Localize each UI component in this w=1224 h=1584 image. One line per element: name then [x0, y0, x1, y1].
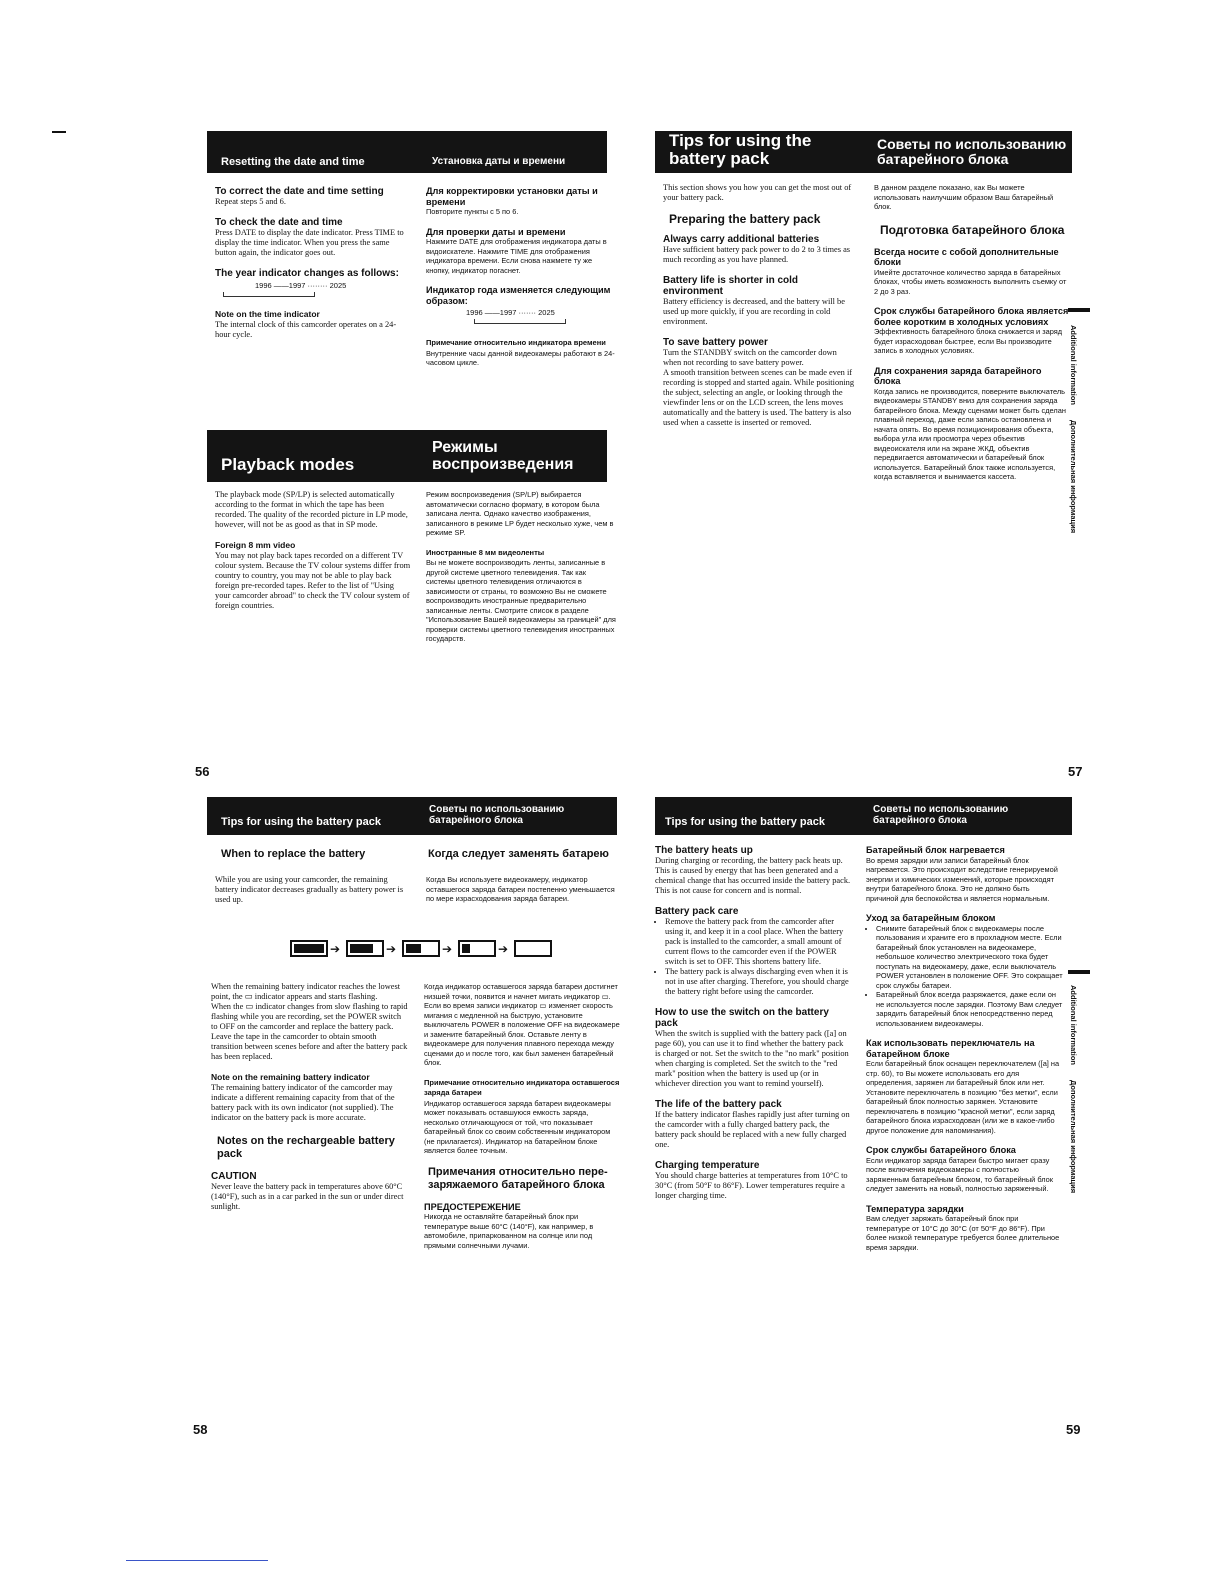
- heading: Уход за батарейным блоком: [866, 913, 996, 923]
- battery-fill: [406, 944, 421, 953]
- section-subtitle: Когда следует заменять батарею: [428, 848, 609, 860]
- note-text: Индикатор оставшегося заряда батареи видеокамеры может показывать оставшуюся емкость заряда, несколько отличающуюся от той, что показывает батарейный блок со своим собственным индикатором (не прилагается). Индикатор на батарейном блоке является более точным.: [424, 1098, 611, 1155]
- year-loop-line: [223, 292, 315, 297]
- heading: Иностранные 8 мм видеоленты: [426, 547, 545, 557]
- note-heading: Примечание относительно индикатора времени: [426, 338, 606, 347]
- p58-en-top: [215, 848, 411, 905]
- heading: Температура зарядки: [866, 1203, 964, 1214]
- p57-ru-column: [874, 183, 1069, 492]
- header-ru: Режимы воспроизведения: [432, 439, 574, 473]
- text: Turn the STANDBY switch on the camcorder down when not recording to save battery power. A smooth transition between scenes can be made even if recording is stopped and started again. While positioning the subject, selecting an angle, or looking through the viewfinder lens or on the LCD screen, the lens moves automatically and the battery is used. The battery is also used when a cassette is inserted or removed.: [663, 348, 855, 427]
- heading: Battery life is shorter in cold environment: [663, 275, 799, 297]
- p56-en-column-top: [215, 186, 411, 340]
- battery-indicator-sequence: [290, 937, 550, 961]
- side-tab-en: Additional information: [1069, 325, 1078, 405]
- arrow-right-icon: ➔: [386, 942, 397, 956]
- text: You should charge batteries at temperatures from 10°C to 30°C (from 50°F to 86°F). Lower temperatures require a longer charging time.: [655, 1171, 848, 1200]
- text: Когда индикатор оставшегося заряда батареи достигнет низшей точки, появится и начнет мигать индикатор ▭. Если во время записи индикатор ▭ изменяет скорость мигания с медленной на быструю, установите выключатель POWER в положение OFF на видеокамере и замените батарейный блок. Оставьте ленту в видеокамере для получения плавного перехода между сценами до и после того, как был заменен батарейный блок.: [424, 982, 620, 1067]
- heading: Для сохранения заряда батарейного блока: [874, 365, 1042, 386]
- text: Battery efficiency is decreased, and the battery will be used up more quickly, if you are recording in cold environment.: [663, 297, 845, 326]
- text: Если батарейный блок оснащен переключателем ([a] на стр. 60), то Вы можете использовать его для определения, заряжен ли батарейный блок или нет. Установите переключатель в позицию "без метки", если батарейный блок полностью заряжен. Установите переключатель в позицию "красной метки", если заряд батарейного блока израсходован (или же в какое-либо другое положение для напоминания).: [866, 1059, 1060, 1135]
- heading: Battery pack care: [655, 906, 739, 917]
- p58-ru-top: [426, 848, 616, 904]
- header-ru: Установка даты и времени: [432, 156, 566, 167]
- header-bar-tips-58: [207, 797, 617, 835]
- page-number-58: 58: [193, 1422, 208, 1437]
- care-item: • Снимите батарейный блок с видеокамеры после пользования и храните его в прохладном месте. Если батарейный блок установлен на видеокамере, небольшое количество электрического тока будет поступать на видеокамеру, даже, если выключатель POWER установлен в положение OFF. Это сокращает срок службы батареи.: [876, 924, 1064, 991]
- section-tab-marker: [1068, 308, 1090, 312]
- heading: Батарейный блок нагревается: [866, 845, 1005, 855]
- intro-text: This section shows you how you can get the most out of your battery pack.: [663, 183, 852, 202]
- page-number-57: 57: [1068, 764, 1083, 779]
- battery-level-icon: [402, 940, 440, 957]
- year-loop-line: [474, 319, 566, 324]
- caution-heading: CAUTION: [211, 1171, 257, 1182]
- section-subtitle: Подготовка батарейного блока: [880, 222, 1065, 237]
- heading: Для корректировки установки даты и времени: [426, 186, 598, 207]
- battery-fill: [294, 944, 324, 953]
- heading: Всегда носите с собой дополнительные блоки: [874, 246, 1059, 267]
- header-bar-tips-59: [655, 797, 1072, 835]
- section-subtitle: Notes on the rechargeable battery pack: [217, 1135, 395, 1160]
- header-en: Tips for using the battery pack: [669, 131, 812, 168]
- section-subtitle: When to replace the battery: [221, 848, 366, 860]
- text: During charging or recording, the battery pack heats up. This is caused by energy that has been generated and a chemical change that has occurred inside the battery pack. This is not cause for concern and is normal.: [655, 856, 851, 895]
- heading: Foreign 8 mm video: [215, 540, 296, 550]
- battery-level-icon: [458, 940, 496, 957]
- heading: To correct the date and time setting: [215, 186, 384, 197]
- text: Вам следует заряжать батарейный блок при температуре от 10°C до 30°C (от 50°F до 86°F). При более низкой температуре требуется более длительное время зарядки.: [866, 1214, 1060, 1252]
- text: Press DATE to display the date indicator. Press TIME to display the time indicator. When you press the same button again, the indicator goes out.: [215, 228, 404, 257]
- caution-text: Никогда не оставляйте батарейный блок при температуре выше 60°C (140°F), как например, в автомобиле, припаркованном на солнце или под прямыми солнечными лучами.: [424, 1212, 594, 1250]
- text: Repeat steps 5 and 6.: [215, 197, 286, 206]
- arrow-right-icon: ➔: [330, 942, 341, 956]
- header-en: Tips for using the battery pack: [665, 816, 825, 828]
- arrow-right-icon: ➔: [442, 942, 453, 956]
- heading: The year indicator changes as follows:: [215, 268, 399, 279]
- text: Имейте достаточное количество заряда в батарейных блоках, чтобы иметь возможность выполнить съемку от 2 до 3 раз.: [874, 267, 1067, 296]
- heading: Как использовать переключатель на батарейном блоке: [866, 1038, 1035, 1059]
- arrow-right-icon: ➔: [498, 942, 509, 956]
- note-text: The remaining battery indicator of the camcorder may indicate a different remaining capacity from that of the battery pack with its own indicator (not supplied). The indicator on the battery pack is more accurate.: [211, 1083, 395, 1122]
- heading: Срок службы батарейного блока является более коротким в холодных условиях: [874, 306, 1069, 327]
- care-item: • The battery pack is always discharging even when it is not in use after charging. Therefore, you should charge the battery right before using the camcorder.: [665, 967, 851, 997]
- heading: Индикатор года изменяется следующим образом:: [426, 285, 611, 306]
- side-tab-ru: Дополнительная информация: [1069, 1080, 1078, 1194]
- heading: Срок службы батарейного блока: [866, 1145, 1016, 1155]
- text: The playback mode (SP/LP) is selected automatically according to the format in which the tape has been recorded. The quality of the recorded picture in LP mode, however, will not be as good as that in SP mode.: [215, 490, 408, 529]
- header-en: Tips for using the battery pack: [221, 816, 381, 828]
- caution-text: Never leave the battery pack in temperatures above 60°C (140°F), such as in a car parked in the sun or under direct sunlight.: [211, 1182, 404, 1211]
- p58-ru-bottom: [424, 982, 620, 1250]
- battery-fill: [350, 944, 373, 953]
- note-heading: Note on the time indicator: [215, 309, 320, 319]
- text: Нажмите DATE для отображения индикатора даты в видоискателе. Нажмите TIME для отображения индикатора времени. Если снова нажмете ту же кнопку, индикатор погаснет.: [426, 237, 607, 275]
- heading: Always carry additional batteries: [663, 234, 820, 245]
- intro-text: While you are using your camcorder, the remaining battery indicator decreases gradually as battery power is used up.: [215, 875, 404, 904]
- p57-en-column: [663, 183, 857, 438]
- side-tab-en: Additional information: [1069, 985, 1078, 1065]
- text: If the battery indicator flashes rapidly just after turning on the camcorder with a fully charged battery pack, the battery pack should be replaced with a new fully charged one.: [655, 1110, 850, 1149]
- heading: Для проверки даты и времени: [426, 226, 566, 237]
- heading: The battery heats up: [655, 845, 753, 856]
- text: Когда запись не производится, поверните выключатель видеокамеры STANDBY вниз для сохранения заряда батарейного блока. Между сценами может быть сделан плавный переход, даже если запись остановлена и начата опять. Во время позиционирования объекта, выбора угла или просмотра через объектив видеоискателя или на экране ЖКД, объектив передвигается автоматически и батарейный блок используется. Батарейный блок также используется, когда вставляется и вынимается кассета.: [874, 386, 1066, 481]
- p59-ru-column: [866, 845, 1064, 1262]
- section-subtitle: Preparing the battery pack: [669, 212, 821, 226]
- bottom-rule: [126, 1560, 268, 1561]
- note-text: The internal clock of this camcorder operates on a 24-hour cycle.: [215, 320, 397, 339]
- page-number-56: 56: [195, 764, 210, 779]
- header-bar-tips: [655, 131, 1072, 173]
- year-indicator-en: 1996 ——1997 ········ 2025: [255, 281, 347, 290]
- intro-text: В данном разделе показано, как Вы можете использовать наилучшим образом Ваш батарейный блок.: [874, 183, 1054, 211]
- header-bar-resetting: [207, 131, 607, 173]
- text: When the switch is supplied with the battery pack ([a] on page 60), you can use it to find whether the battery pack is charged or not. Set the switch to the "no mark" position when charging is completed. Set the switch to the "red mark" position when the battery is used up (or in whichever direction you want to remind yourself).: [655, 1029, 849, 1088]
- intro-text: Когда Вы используете видеокамеру, индикатор оставшегося заряда батареи постепенно уменьшается по мере израсходования заряда батареи.: [426, 875, 615, 903]
- p58-en-bottom: [211, 982, 409, 1212]
- header-ru: Советы по использованию батарейного блока: [877, 136, 1067, 167]
- text: Во время зарядки или записи батарейный блок нагревается. Это происходит вследствие генерируемой энергии и химических изменений, которые происходят внутри батарейного блока. Это не должно быть причиной для беспокойства и является нормальным.: [866, 855, 1058, 903]
- section-subtitle: Примечания относительно пере-заряжаемого батарейного блока: [428, 1165, 608, 1191]
- crop-mark: [52, 131, 66, 133]
- text: You may not play back tapes recorded on a different TV colour system. Because the TV colour systems differ from country to country, you may not be able to play back foreign pre-recorded tapes. Refer to the list of "Using your camcorder abroad" to check the TV colour system of foreign countries.: [215, 551, 411, 610]
- heading: How to use the switch on the battery pack: [655, 1007, 829, 1029]
- p56-en-column-bottom: [215, 490, 411, 611]
- battery-level-icon: [290, 940, 328, 957]
- section-tab-marker: [1068, 970, 1090, 974]
- side-tab-ru: Дополнительная информация: [1069, 420, 1078, 534]
- care-list: [866, 924, 1064, 1029]
- text: Если индикатор заряда батареи быстро мигает сразу после включения видеокамеры с полностью заряженным батарейным блоком, то батарейный блок следует заменить на новый, полностью заряженный.: [866, 1155, 1053, 1193]
- page-number-59: 59: [1066, 1422, 1081, 1437]
- text: Эффективность батарейного блока снижается и заряд будет израсходован быстрее, если Вы производите запись в холодных условиях.: [874, 327, 1063, 355]
- battery-level-icon: [346, 940, 384, 957]
- battery-fill: [462, 944, 470, 953]
- header-en: Resetting the date and time: [221, 156, 365, 168]
- care-item: • Remove the battery pack from the camcorder after using it, and keep it in a cool place. When the battery pack is installed to the camcorder, a small amount of current flows to the camcorder even if the POWER switch is set to OFF. This shortens battery life.: [665, 917, 851, 967]
- note-heading: Примечание относительно индикатора оставшегося заряда батареи: [424, 1077, 620, 1097]
- header-en: Playback modes: [221, 455, 355, 474]
- heading: The life of the battery pack: [655, 1099, 782, 1110]
- note-heading: Note on the remaining battery indicator: [211, 1072, 370, 1082]
- p56-ru-column-bottom: [426, 490, 616, 644]
- year-indicator-ru: 1996 ——1997 ······· 2025: [466, 308, 555, 317]
- text: Вы не можете воспроизводить ленты, записанные в другой системе цветного телевидения. Так как системы цветного телевидения отличаются в зависимости от страны, то возможно Вы не сможете воспроизводить иностранные предварительно записанные ленты. Смотрите список в разделе "Использование Вашей видеокамеры за границей" для проверки системы цветного телевидения иностранных государств.: [426, 558, 616, 643]
- heading: To save battery power: [663, 337, 768, 348]
- p59-en-column: [655, 845, 851, 1211]
- text: Have sufficient battery pack power to do 2 to 3 times as much recording as you have planned.: [663, 245, 851, 264]
- care-item: • Батарейный блок всегда разряжается, даже если он не используется после зарядки. Поэтому Вам следует зарядить батарейный блок непосредственно перед использованием видеокамеры.: [876, 990, 1064, 1028]
- heading: To check the date and time: [215, 217, 343, 228]
- heading: Charging temperature: [655, 1160, 760, 1171]
- header-ru: Советы по использованию батарейного блока: [873, 804, 1009, 826]
- battery-level-icon: [514, 940, 552, 957]
- text: Режим воспроизведения (SP/LP) выбирается автоматически согласно формату, в котором была записана лента. Однако качество изображения, записанного в режиме LP будет несколько хуже, чем в режиме SP.: [426, 490, 614, 537]
- p56-ru-column-top: [426, 186, 616, 368]
- care-list: [655, 917, 851, 997]
- text: When the remaining battery indicator reaches the lowest point, the ▭ indicator appears and starts flashing. When the ▭ indicator changes from slow flashing to rapid flashing while you are recording, set the POWER switch to OFF on the camcorder and replace the battery pack. Leave the tape in the camcorder to obtain smooth transition between scenes before and after the battery pack has been replaced.: [211, 982, 408, 1061]
- text: Повторите пункты с 5 по 6.: [426, 207, 519, 216]
- header-ru: Советы по использованию батарейного блока: [429, 804, 565, 826]
- caution-heading: ПРЕДОСТЕРЕЖЕНИЕ: [424, 1201, 521, 1212]
- header-bar-playback: [207, 430, 607, 482]
- note-text: Внутренние часы данной видеокамеры работают в 24-часовом цикле.: [426, 348, 615, 367]
